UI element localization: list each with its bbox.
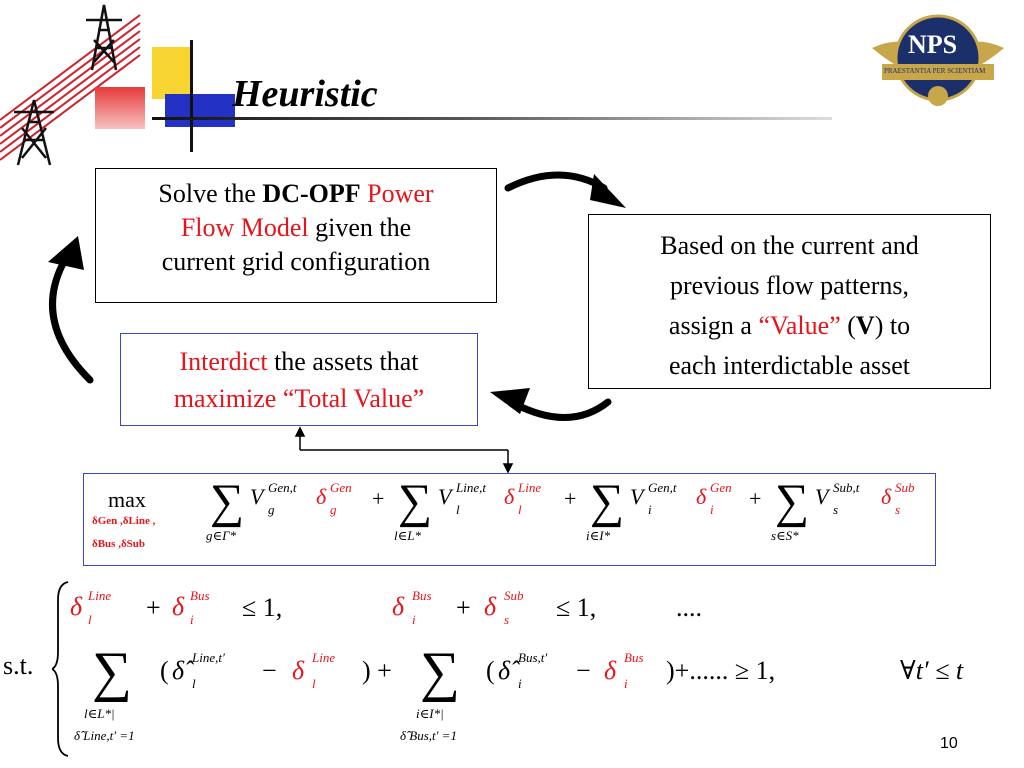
value-subscript: l xyxy=(456,502,460,517)
forall-clause: ∀t′ ≤ t xyxy=(900,656,964,685)
delta-subscript: g xyxy=(330,502,337,517)
sum-index: i∈I*| xyxy=(416,706,444,721)
delta-subscript: l xyxy=(312,676,316,691)
paren: ( xyxy=(486,656,495,685)
value-quote: “Value” xyxy=(758,311,841,340)
inequality: ≤ 1, xyxy=(242,593,283,622)
sum-index: l∈L* xyxy=(394,528,421,543)
delta-symbol: δ xyxy=(484,592,497,621)
inequality: ≤ 1, xyxy=(556,593,597,622)
delta-superscript: Bus xyxy=(624,650,644,665)
plus-sign: + xyxy=(146,593,161,622)
plus-sign: + xyxy=(749,486,762,511)
delta-subscript: s xyxy=(895,502,901,517)
sum-symbol: ∑ xyxy=(590,475,625,528)
delta-superscript: Line xyxy=(88,588,112,603)
delta-hat-subscript: l xyxy=(192,676,196,691)
value-superscript: Gen,t xyxy=(648,480,677,495)
delta-subscript: s xyxy=(504,612,510,627)
maximize-word: maximize xyxy=(173,384,277,413)
delta-subscript: i xyxy=(624,676,628,691)
value-subscript: g xyxy=(268,502,275,517)
delta-superscript: Line xyxy=(312,650,336,665)
delta-symbol: δ xyxy=(696,484,707,509)
delta-superscript: Sub xyxy=(895,480,915,495)
logo-motto: PRAESTANTIA PER SCIENTIAM xyxy=(884,67,986,75)
paren: ( xyxy=(160,656,169,685)
delta-subscript: l xyxy=(518,502,522,517)
constraint-tail: )+...... ≥ 1, xyxy=(666,656,776,685)
power-text: Power xyxy=(360,179,434,208)
delta-symbol: δ xyxy=(881,484,892,509)
delta-superscript: Sub xyxy=(504,588,524,603)
delta-hat-superscript: Line,t' xyxy=(192,650,225,665)
value-symbol: V xyxy=(438,484,452,509)
sum-symbol: ∑ xyxy=(775,475,810,528)
constraint-brace xyxy=(52,580,72,758)
value-line-2: previous flow patterns, xyxy=(669,271,909,300)
ellipsis: .... xyxy=(676,593,702,622)
dcopf-text: DC-OPF xyxy=(262,179,361,208)
plus-sign: + xyxy=(456,593,471,622)
minus-sign: − xyxy=(262,656,277,685)
value-superscript: Sub,t xyxy=(833,480,860,495)
value-superscript: Gen,t xyxy=(268,480,297,495)
sum-symbol: ∑ xyxy=(398,475,433,528)
delta-symbol: δ xyxy=(70,592,83,621)
logo-text: NPS xyxy=(908,30,958,59)
value-paren-open: ( xyxy=(840,311,856,340)
delta-symbol: δ xyxy=(604,656,617,685)
delta-hat-superscript: Bus,t' xyxy=(518,650,548,665)
delta-superscript: Line xyxy=(518,480,542,495)
delta-hat-symbol: δ̂ xyxy=(172,656,185,685)
minus-sign: − xyxy=(576,656,591,685)
delta-superscript: Gen xyxy=(710,480,732,495)
plus-sign: + xyxy=(564,486,577,511)
sum-symbol: ∑ xyxy=(92,641,132,703)
close-paren-plus: ) + xyxy=(362,656,392,685)
total-value-text: “Total Value” xyxy=(276,384,425,413)
value-subscript: i xyxy=(648,502,652,517)
delta-subscript: l xyxy=(88,612,92,627)
interdict-word: Interdict xyxy=(179,347,268,376)
delta-symbol: δ xyxy=(316,484,327,509)
sum-index: g∈Γ* xyxy=(206,528,237,543)
sum-symbol: ∑ xyxy=(210,475,245,528)
value-line-3e: ) to xyxy=(874,311,911,340)
sum-index: l∈L*| xyxy=(84,706,115,721)
value-subscript: s xyxy=(833,502,839,517)
delta-superscript: Bus xyxy=(412,588,432,603)
value-line-4: each interdictable asset xyxy=(668,351,911,380)
plus-sign: + xyxy=(372,486,385,511)
delta-subscript: i xyxy=(710,502,714,517)
sum-index: i∈I* xyxy=(586,528,611,543)
delta-hat-subscript: i xyxy=(518,676,522,691)
value-symbol: V xyxy=(815,484,829,509)
decision-vars-line-1: δGen ,δLine , xyxy=(92,515,156,527)
delta-subscript: i xyxy=(190,612,194,627)
given-text: given the xyxy=(308,213,412,242)
delta-hat-symbol: δ̂ xyxy=(498,656,511,685)
assets-text: the assets that xyxy=(267,347,419,376)
page-number: 10 xyxy=(940,735,958,752)
delta-superscript: Gen xyxy=(330,480,352,495)
sum-index: s∈S* xyxy=(771,528,799,543)
delta-symbol: δ xyxy=(292,656,305,685)
delta-symbol: δ xyxy=(504,484,515,509)
decision-vars-line-2: δBus ,δSub xyxy=(92,538,146,550)
sum-symbol: ∑ xyxy=(420,641,460,703)
sum-condition: δ̂ Bus,t' =1 xyxy=(400,728,457,743)
value-symbol: V xyxy=(630,484,644,509)
delta-superscript: Bus xyxy=(190,588,210,603)
value-symbol: V xyxy=(250,484,264,509)
grid-config-text: current grid configuration xyxy=(161,247,431,276)
value-superscript: Line,t xyxy=(456,480,486,495)
st-label: s.t. xyxy=(3,651,34,680)
slide-title: Heuristic xyxy=(232,73,378,115)
delta-symbol: δ xyxy=(172,592,185,621)
value-v: V xyxy=(855,311,875,340)
sum-condition: δ̂ Line,t' =1 xyxy=(74,728,135,743)
flow-model-text: Flow Model xyxy=(180,213,309,242)
delta-symbol: δ xyxy=(392,592,405,621)
max-operator: max xyxy=(108,487,146,512)
delta-subscript: i xyxy=(412,612,416,627)
solve-text: Solve the xyxy=(158,179,263,208)
value-line-3a: assign a xyxy=(668,311,759,340)
value-line-1: Based on the current and xyxy=(660,231,919,260)
